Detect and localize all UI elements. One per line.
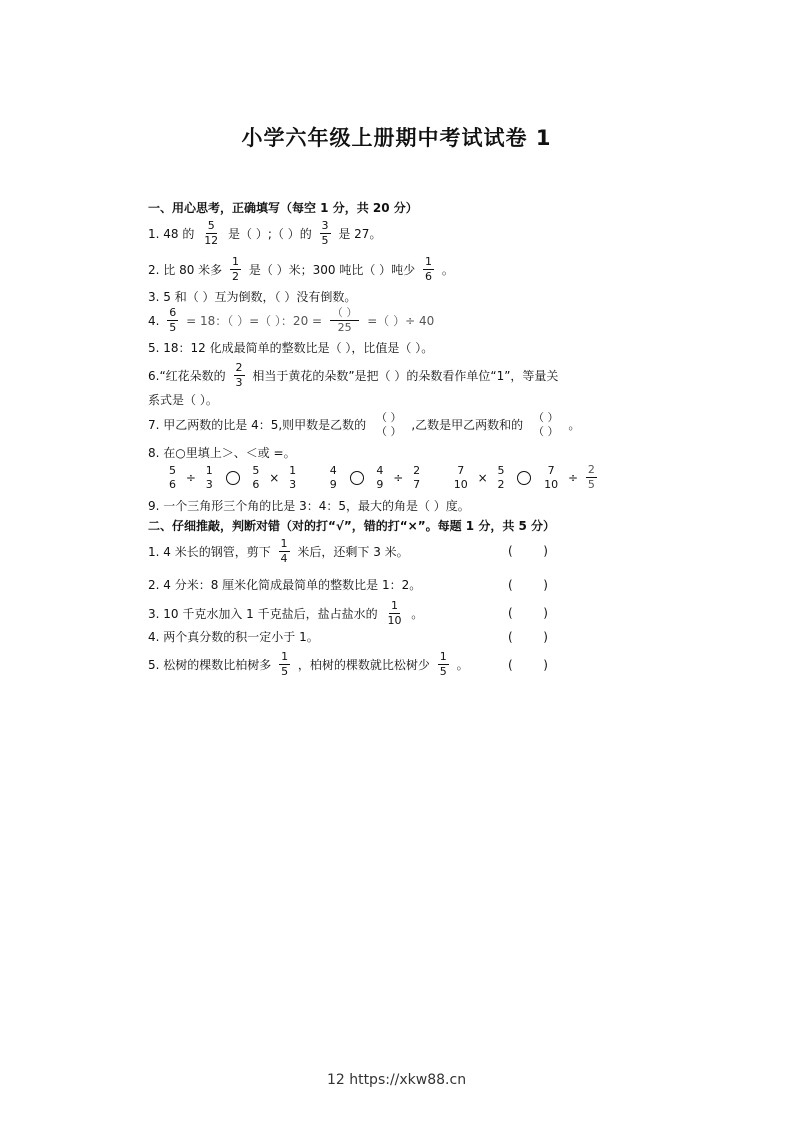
answer-blank[interactable]: ( ) [508, 578, 548, 592]
fraction: 4 9 [329, 463, 337, 491]
fraction: $\frac{5}{12}$ [204, 219, 219, 247]
fraction: 5 6 [252, 463, 260, 491]
q-text: 。 [456, 657, 469, 672]
q-text: =（ ）÷ 40 [367, 313, 435, 328]
question-1-4 [148, 307, 434, 334]
fraction: 5 6 [169, 463, 176, 491]
fraction: $\frac{1}{5}$ [281, 650, 289, 678]
fraction: $\frac{( )}{25}$ [331, 306, 358, 334]
q-text: 。 [411, 606, 424, 621]
question-1-7 [148, 412, 580, 438]
question-1-6 [148, 362, 558, 389]
fraction-blank: （ ） （ ） [532, 411, 559, 438]
q-text: 2. 比 80 米多 [148, 262, 223, 277]
operator: ÷ [567, 470, 579, 485]
question-2-4: 4. 两个真分数的积一定小于 1。 [148, 630, 319, 644]
operator: ÷ [393, 470, 404, 485]
q-text: = 18：（ ）=（ ）：20 = [186, 313, 323, 328]
question-1-6-cont: 系式是（ ）。 [148, 393, 218, 407]
compare-circle[interactable] [350, 471, 364, 485]
question-1-2 [148, 256, 454, 283]
operator: ÷ [185, 470, 196, 485]
answer-blank[interactable]: ( ) [508, 606, 548, 620]
fraction: 7 10 [544, 463, 559, 491]
fraction: $\frac{1}{5}$ [439, 650, 447, 678]
answer-blank[interactable]: ( ) [508, 544, 548, 558]
q-text: 相当于黄花的朵数”是把（ ）的朵数看作单位“1”，等量关 [252, 368, 559, 383]
q-text: 米后，还剩下 3 米。 [297, 544, 409, 559]
q-text: ,乙数是甲乙两数和的 [411, 418, 524, 432]
fraction: $\frac{1}{4}$ [280, 537, 288, 565]
operator: × [477, 470, 488, 485]
compare-circle[interactable] [226, 471, 240, 485]
page-title: 小学六年级上册期中考试试卷 1 [241, 126, 552, 150]
question-2-2: 2. 4 分米：8 厘米化简成最简单的整数比是 1：2。 [148, 578, 422, 592]
fraction: 1 3 [205, 463, 213, 491]
q-text: 3. 10 千克水加入 1 千克盐后，盐占盐水的 [148, 606, 378, 621]
q-text: 1. 48 的 [148, 226, 195, 241]
fraction: 5 2 [497, 463, 505, 491]
question-1-1 [148, 220, 381, 247]
q-text: 是（ ）米；300 吨比（ ）吨少 [248, 262, 416, 277]
fraction: $\frac{2}{3}$ [235, 361, 243, 389]
q-text: 6.“红花朵数的 [148, 368, 226, 383]
q-text: ，柏树的棵数就比松树少 [297, 657, 430, 672]
q-text: 7. 甲乙两数的比是 4：5,则甲数是乙数的 [148, 418, 367, 432]
question-2-1 [148, 538, 409, 565]
fraction: $\frac{1}{2}$ [232, 255, 239, 283]
operator: × [269, 470, 280, 485]
answer-blank[interactable]: ( ) [508, 630, 548, 644]
q-text: 。 [568, 418, 581, 432]
fraction: $\frac{2}{5}$ [587, 463, 595, 491]
fraction: 1 3 [289, 463, 297, 491]
question-2-3 [148, 600, 423, 627]
question-1-5: 5. 18：12 化成最简单的整数比是（ ），比值是（ ）。 [148, 341, 434, 355]
fraction: 2 7 [413, 463, 421, 491]
answer-blank[interactable]: ( ) [508, 658, 548, 672]
section-1-heading: 一、用心思考，正确填写（每空 1 分，共 20 分） [148, 201, 418, 215]
section-2-heading: 二、仔细推敲，判断对错（对的打“√”，错的打“×”。每题 1 分，共 5 分） [148, 519, 556, 533]
q-text: 是 27。 [338, 226, 382, 241]
q-text: 是（ ）;（ ）的 [228, 226, 312, 241]
fraction: $\frac{1}{10}$ [387, 599, 402, 627]
fraction: $\frac{6}{5}$ [169, 306, 177, 334]
fraction: 7 10 [453, 463, 468, 491]
fraction: 4 9 [376, 463, 384, 491]
fraction-blank: （ ） （ ） [376, 411, 402, 438]
fraction: $\frac{3}{5}$ [321, 219, 329, 247]
q-text: 1. 4 米长的钢管，剪下 [148, 544, 271, 559]
page-footer: 12 https://xkw88.cn [326, 1072, 467, 1088]
q-text: 5. 松树的棵数比柏树多 [148, 657, 272, 672]
question-1-3: 3. 5 和（ ）互为倒数，（ ）没有倒数。 [148, 290, 357, 304]
compare-circle[interactable] [517, 471, 531, 485]
question-1-8: 8. 在○里填上＞、＜或 =。 [148, 446, 296, 460]
question-1-9: 9. 一个三角形三个角的比是 3：4：5，最大的角是（ ）度。 [148, 499, 470, 513]
q-text: 。 [441, 262, 454, 277]
question-1-8-expressions [163, 464, 601, 491]
fraction: $\frac{1}{6}$ [425, 255, 433, 283]
q-text: 4. [148, 313, 160, 328]
question-2-5 [148, 651, 469, 678]
